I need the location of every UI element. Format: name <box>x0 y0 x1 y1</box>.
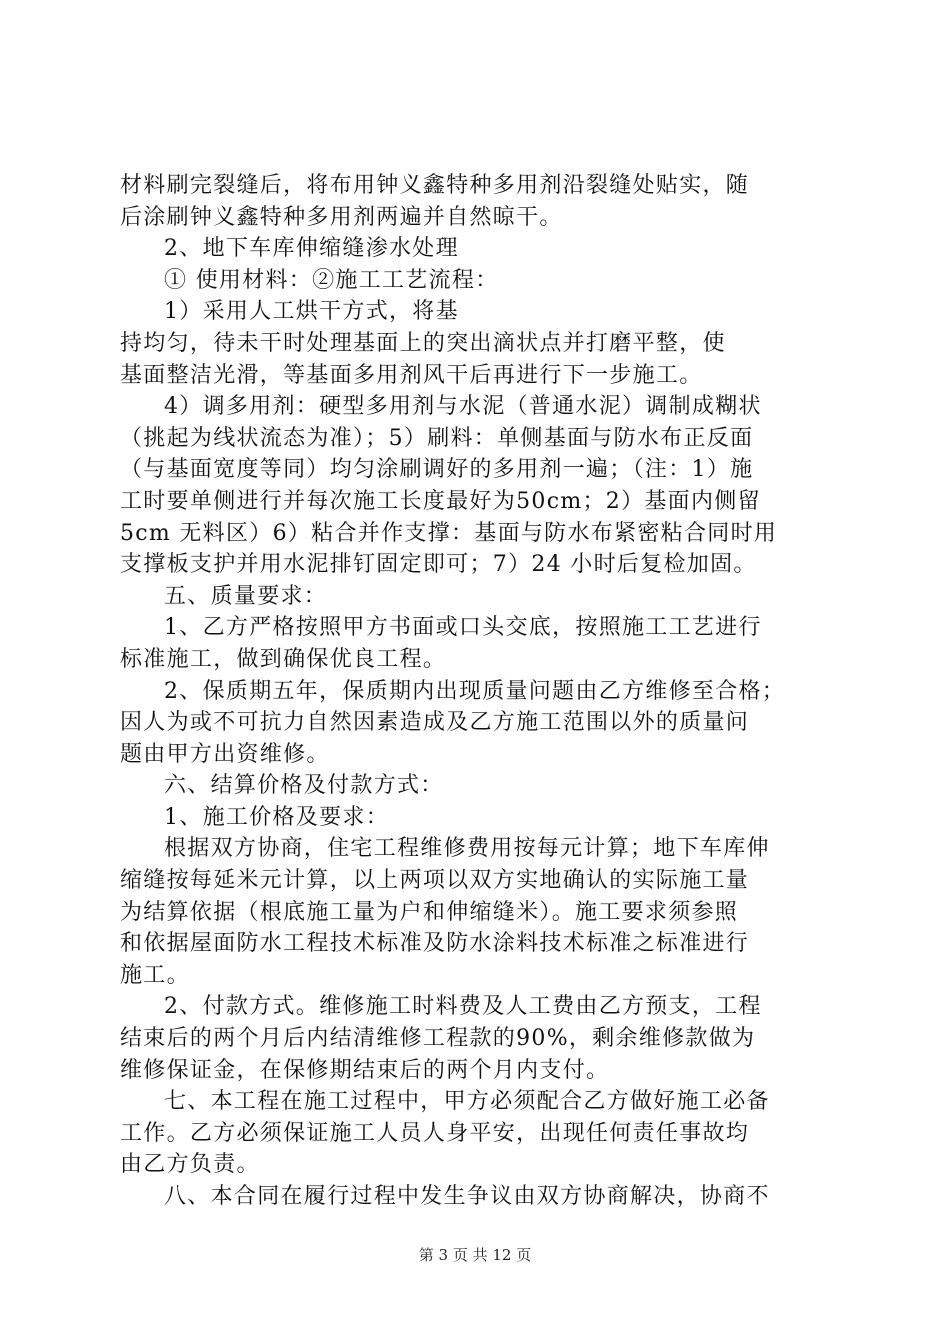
text-line: 由乙方负责。 <box>120 1152 260 1178</box>
text-line: 六、结算价格及付款方式： <box>164 773 444 799</box>
text-line: 5cm 无料区）6）粘合并作支撑：基面与防水布紧密粘合同时用 <box>120 520 778 546</box>
text-line: 因人为或不可抗力自然因素造成及乙方施工范围以外的质量问 <box>120 710 750 736</box>
text-line: 2、地下车库伸缩缝渗水处理 <box>164 236 459 262</box>
text-line: （与基面宽度等同）均匀涂刷调好的多用剂一遍；（注：1）施 <box>120 457 754 483</box>
text-line: 结束后的两个月后内结清维修工程款的90%，剩余维修款做为 <box>120 1026 756 1052</box>
text-line: （挑起为线状流态为准）；5）刷料：单侧基面与防水布正反面 <box>120 425 754 451</box>
text-line: 2、付款方式。维修施工时料费及人工费由乙方预支，工程 <box>164 994 762 1020</box>
text-line: 基面整洁光滑，等基面多用剂风干后再进行下一步施工。 <box>120 362 703 388</box>
text-line: 2、保质期五年，保质期内出现质量问题由乙方维修至合格； <box>164 678 786 704</box>
text-line: 五、质量要求： <box>164 583 328 609</box>
text-line: 根据双方协商，住宅工程维修费用按每元计算；地下车库伸 <box>164 836 770 862</box>
text-line: 后涂刷钟义鑫特种多用剂两遍并自然晾干。 <box>120 204 563 230</box>
text-line: 1、乙方严格按照甲方书面或口头交底，按照施工工艺进行 <box>164 615 762 641</box>
text-line: 工时要单侧进行并每次施工长度最好为50cm；2）基面内侧留 <box>120 488 761 514</box>
text-line: 支撑板支护并用水泥排钉固定即可；7）24 小时后复检加固。 <box>120 552 757 578</box>
text-line: 题由甲方出资维修。 <box>120 741 330 767</box>
text-line: 4）调多用剂：硬型多用剂与水泥（普通水泥）调制成糊状 <box>164 394 762 420</box>
text-line: 持均匀，待未干时处理基面上的突出滴状点并打磨平整，使 <box>120 330 726 356</box>
text-line: 1、施工价格及要求： <box>164 804 389 830</box>
text-line: 标准施工，做到确保优良工程。 <box>120 646 447 672</box>
text-line: 1）采用人工烘干方式，将基 <box>164 299 459 325</box>
text-line: 缩缝按每延米元计算，以上两项以双方实地确认的实际施工量 <box>120 868 750 894</box>
text-line: 和依据屋面防水工程技术标准及防水涂料技术标准之标准进行 <box>120 931 750 957</box>
text-line: 材料刷完裂缝后，将布用钟义鑫特种多用剂沿裂缝处贴实，随 <box>120 173 750 198</box>
text-line: 七、本工程在施工过程中，甲方必须配合乙方做好施工必备 <box>164 1089 770 1115</box>
text-line: 为结算依据（根底施工量为户和伸缩缝米）。施工要求须参照 <box>120 899 739 925</box>
text-line: 维修保证金，在保修期结束后的两个月内支付。 <box>120 1057 610 1083</box>
text-line: 八、本合同在履行过程中发生争议由双方协商解决，协商不 <box>164 1184 770 1209</box>
text-line: 工作。乙方必须保证施工人员人身平安，出现任何责任事故均 <box>120 1120 750 1146</box>
text-line: 施工。 <box>120 962 190 988</box>
page-number-footer: 第 3 页 共 12 页 <box>418 1246 532 1264</box>
document-body <box>120 170 840 1213</box>
text-line: ① 使用材料：②施工工艺流程： <box>164 267 499 293</box>
